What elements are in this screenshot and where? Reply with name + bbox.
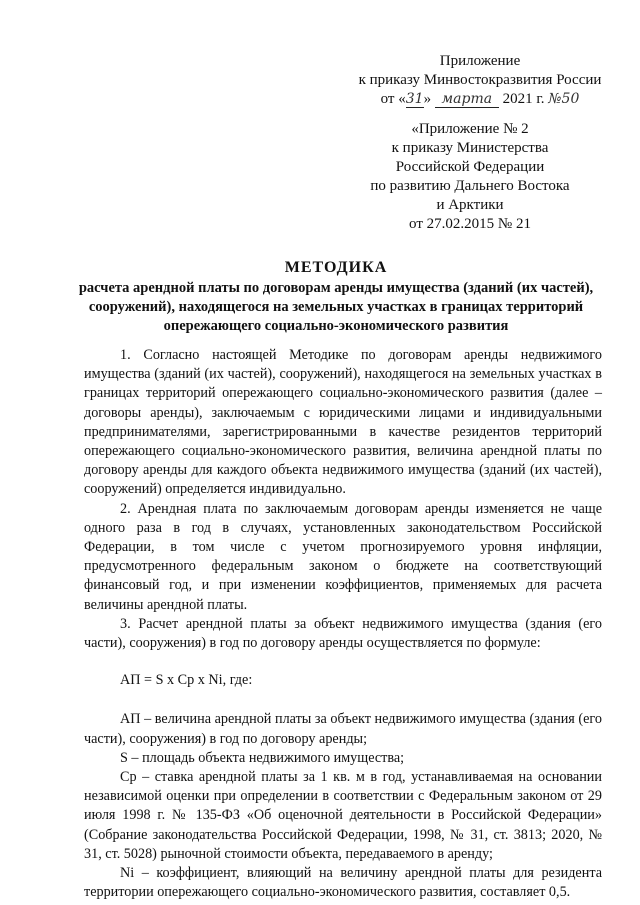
- paragraph-3: 3. Расчет арендной платы за объект недвижимого имущества (здания (его части), сооружения) в год по договору аренды осуществляется по формуле:: [84, 615, 602, 652]
- number-value: 50: [561, 91, 580, 107]
- paragraph-2: 2. Арендная плата по заключаемым договорам аренды изменяется не чаще одного раза в год в случаях, установленных законодательством Российской Федерации, в том числе с учетом прогнозируемого уровня инфляции, предусмотренного федеральным законом о бюджете на соответствующий финансовый год, и при изменении коэффициентов, применяемых для расчета величины арендной платы.: [84, 500, 602, 613]
- definition-ap: АП – величина арендной платы за объект недвижимого имущества (здания (его части), сооружения) в год по договору аренды;: [84, 711, 602, 747]
- title-subtitle: расчета арендной платы по договорам аренды имущества (зданий (их частей), сооружений), находящегося на земельных участках в границах территорий опережающего социально-экономического развития: [78, 280, 594, 334]
- appendix2-line: к приказу Министерства: [391, 140, 549, 156]
- document-body: [84, 346, 602, 902]
- document-title: [62, 258, 610, 336]
- title-main: МЕТОДИКА: [284, 259, 388, 276]
- previous-appendix-header: [360, 120, 580, 234]
- number-prefix: №: [548, 91, 562, 107]
- paragraph-1: 1. Согласно настоящей Методике по договорам аренды недвижимого имущества (зданий (их частей), сооружений), находящегося на земельных участках в границах территорий опережающего социально-экономического развития (далее – договоры аренды), заключаемым с юридическими лицами и индивидуальными предпринимателями, зарегистрированными в качестве резидентов территорий опережающего социально-экономического развития, величина арендной платы по договору аренды для каждого объекта недвижимого имущества (зданий (их частей), сооружений) определяется индивидуально.: [84, 347, 602, 498]
- definition-s: S – площадь объекта недвижимого имущества;: [120, 749, 405, 766]
- formula: АП = S x Ср x Ni, где:: [120, 672, 253, 689]
- appendix-date-line: [330, 90, 630, 109]
- appendix2-line: и Арктики: [436, 197, 504, 213]
- appendix2-line: Российской Федерации: [395, 159, 545, 175]
- date-year: 2021 г.: [502, 91, 545, 107]
- appendix-label: Приложение: [439, 53, 521, 69]
- appendix2-line: по развитию Дальнего Востока: [370, 178, 570, 194]
- appendix2-line: от 27.02.2015 № 21: [409, 216, 531, 232]
- appendix-header: [330, 52, 630, 109]
- date-prefix: от «: [380, 91, 406, 107]
- date-mid: »: [423, 91, 432, 107]
- appendix-order: к приказу Минвостокразвития России: [358, 72, 602, 88]
- definition-cp: Ср – ставка арендной платы за 1 кв. м в год, устанавливаемая на основании независимой оценки при определении в соответствии с Федеральным законом от 29 июля 1998 г. № 135-ФЗ «Об оценочной деятельности в Российской Федерации» (Собрание законодательства Российской Федерации, 1998, № 31, ст. 3813; 2020, № 31, ст. 5028) рыночной стоимости объекта, передаваемого в аренду;: [84, 769, 602, 862]
- date-month: марта: [435, 92, 499, 108]
- definition-ni: Ni – коэффициент, влияющий на величину арендной платы для резидента территории опережающего социально-экономического развития, составляет 0,5.: [84, 865, 602, 901]
- appendix2-line: «Приложение № 2: [411, 121, 529, 137]
- date-day: 31: [405, 91, 424, 107]
